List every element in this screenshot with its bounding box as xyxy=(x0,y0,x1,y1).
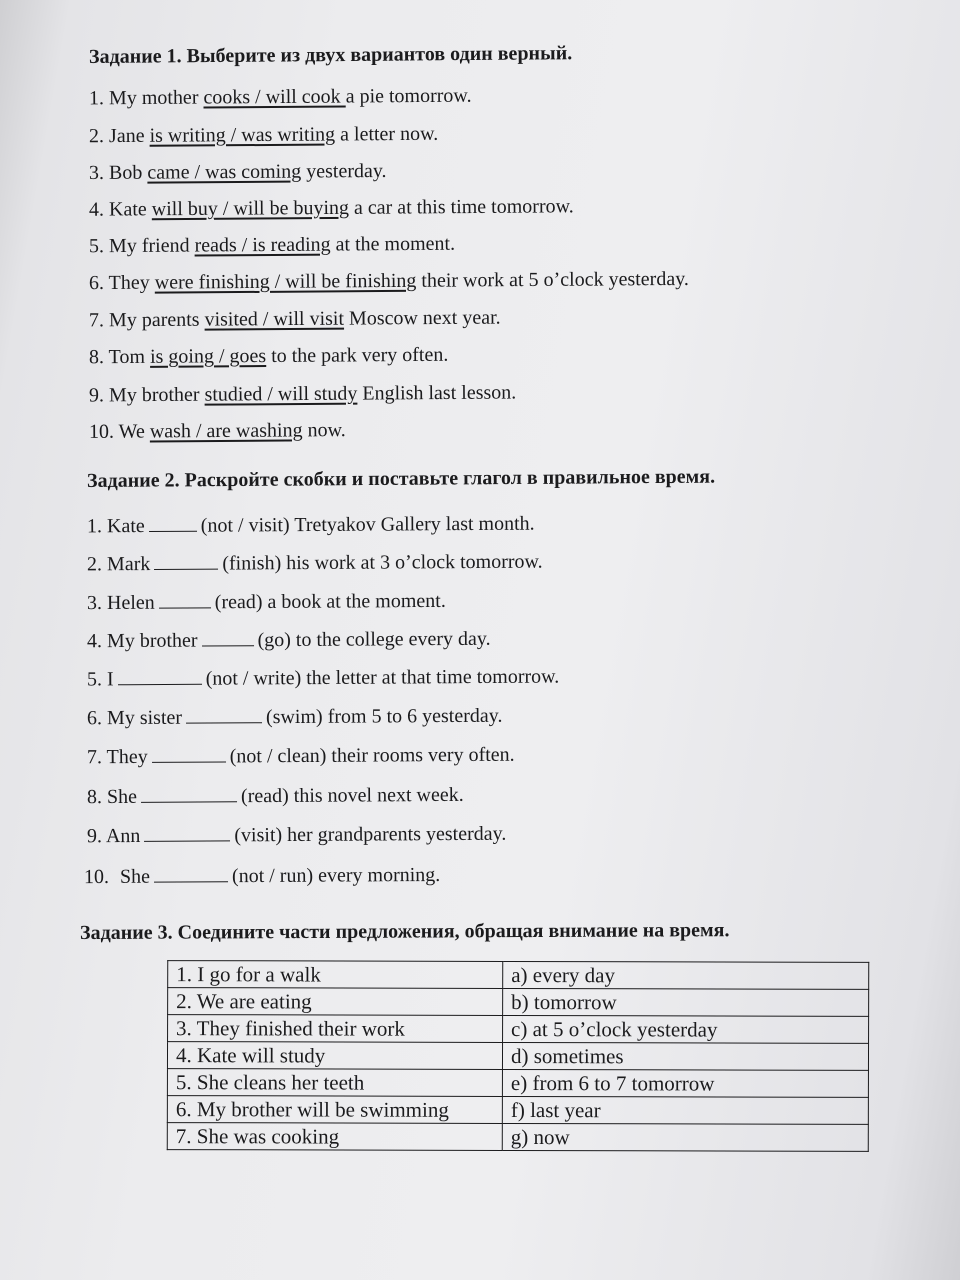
item-number: 1. xyxy=(88,87,105,110)
table-row xyxy=(167,1069,868,1098)
task2-item xyxy=(87,666,559,692)
item-text: Helen xyxy=(106,591,155,614)
item-number: 9. xyxy=(88,384,105,407)
item-number: 8. xyxy=(86,786,103,809)
answer-blank xyxy=(144,824,230,842)
task2-item xyxy=(87,513,535,539)
answer-blank xyxy=(201,629,253,646)
sentence-start-cell: 2. We are eating xyxy=(168,988,503,1016)
task2-item xyxy=(87,744,515,770)
item-text: Jane xyxy=(108,124,150,148)
item-number: 8. xyxy=(88,346,105,369)
item-number: 4. xyxy=(88,198,105,221)
item-text: English last lesson. xyxy=(357,381,517,405)
item-text: (not / clean) their rooms very often. xyxy=(229,743,515,768)
item-text: My brother xyxy=(108,383,205,407)
item-number: 7. xyxy=(88,309,105,332)
task2-heading: Задание 2. Раскройте скобки и поставьте глагол в правильное время. xyxy=(86,465,716,492)
table-row xyxy=(168,1015,869,1044)
sentence-end-cell: c) at 5 o’clock yesterday xyxy=(503,1015,869,1043)
task1-item xyxy=(89,344,448,370)
matching-table xyxy=(167,960,869,1152)
item-number: 3. xyxy=(86,592,103,615)
item-text: They xyxy=(106,745,148,769)
answer-blank xyxy=(152,745,226,762)
item-text: a pie tomorrow. xyxy=(345,84,472,108)
item-number: 5. xyxy=(88,235,105,258)
table-row xyxy=(168,988,869,1017)
item-text: We xyxy=(118,420,150,443)
answer-blank xyxy=(154,553,218,570)
item-text: Bob xyxy=(108,161,148,184)
sentence-end-cell: e) from 6 to 7 tomorrow xyxy=(502,1069,868,1097)
sentence-end-cell: d) sometimes xyxy=(502,1042,868,1070)
item-text: She xyxy=(119,865,151,888)
task2-item xyxy=(87,590,446,615)
item-number: 4. xyxy=(86,630,103,653)
item-text: Moscow next year. xyxy=(343,306,501,330)
item-text: (not / visit) Tretyakov Gallery last month. xyxy=(200,512,535,537)
answer-blank xyxy=(118,668,202,686)
task1-item xyxy=(89,382,516,408)
item-number: 2. xyxy=(88,125,105,148)
choice-options: came / was coming xyxy=(147,160,302,184)
item-text: (read) this novel next week. xyxy=(240,783,464,808)
item-number: 5. xyxy=(86,668,103,691)
answer-blank xyxy=(154,865,228,882)
choice-options: wash / are washing xyxy=(149,419,303,443)
answer-blank xyxy=(141,785,237,803)
choice-options: is writing / was writing xyxy=(149,123,336,147)
item-text: My mother xyxy=(108,86,204,110)
table-row xyxy=(167,1042,868,1071)
choice-options: cooks / will cook xyxy=(203,85,346,109)
item-text: Kate xyxy=(108,198,152,221)
task2-item xyxy=(87,551,543,577)
choice-options: is going / goes xyxy=(149,345,267,368)
task1-item xyxy=(89,160,387,185)
item-text: (finish) his work at 3 o’clock tomorrow. xyxy=(222,550,543,575)
item-text: My sister xyxy=(106,706,183,730)
task1-item xyxy=(89,307,501,333)
task2-item xyxy=(87,628,491,653)
item-text: I xyxy=(106,668,114,691)
sentence-end-cell: f) last year xyxy=(502,1096,868,1124)
item-text: now. xyxy=(302,419,346,442)
task2-item xyxy=(84,864,440,889)
item-text: She xyxy=(106,785,138,809)
task2-item xyxy=(87,705,503,731)
item-number: 6. xyxy=(88,271,105,295)
task1-item xyxy=(89,195,574,221)
task1-heading: Задание 1. Выберите из двух вариантов один верный. xyxy=(88,42,573,68)
task1-item xyxy=(89,85,472,111)
item-text: at the moment. xyxy=(330,232,456,256)
sentence-start-cell: 4. Kate will study xyxy=(167,1042,502,1070)
table-row xyxy=(168,961,869,990)
table-row xyxy=(167,1096,868,1125)
sentence-start-cell: 3. They finished their work xyxy=(168,1015,503,1043)
choice-options: reads / is reading xyxy=(194,233,331,257)
choice-options: studied / will study xyxy=(204,382,358,406)
answer-blank xyxy=(186,706,262,723)
task1-item xyxy=(89,123,438,148)
item-number: 1. xyxy=(86,515,103,538)
sentence-end-cell: a) every day xyxy=(503,961,869,989)
item-text: My friend xyxy=(108,234,195,258)
choice-options: will buy / will be buying xyxy=(151,196,350,221)
item-text: Kate xyxy=(106,515,145,538)
item-number: 2. xyxy=(86,553,103,576)
item-text: My brother xyxy=(106,629,198,653)
sentence-start-cell: 7. She was cooking xyxy=(167,1123,502,1151)
item-text: (go) to the college every day. xyxy=(257,627,491,652)
item-number: 7. xyxy=(86,746,103,769)
task3-heading: Задание 3. Соедините части предложения, обращая внимание на время. xyxy=(79,919,730,944)
item-text: yesterday. xyxy=(301,159,387,183)
item-text: Tom xyxy=(108,345,151,369)
item-number: 10. xyxy=(88,420,115,443)
answer-blank xyxy=(159,591,211,608)
choice-options: visited / will visit xyxy=(204,307,345,331)
sentence-start-cell: 6. My brother will be swimming xyxy=(167,1096,502,1124)
sentence-end-cell: b) tomorrow xyxy=(503,988,869,1016)
item-text: their work at 5 o’clock yesterday. xyxy=(416,267,689,292)
item-number: 3. xyxy=(88,161,105,185)
item-text: (not / run) every morning. xyxy=(231,863,441,888)
item-text: Ann xyxy=(105,824,141,848)
item-text: Mark xyxy=(106,553,151,576)
item-text: a letter now. xyxy=(335,122,439,146)
item-number: 9. xyxy=(86,825,103,848)
task1-item xyxy=(89,268,689,295)
item-text: They xyxy=(108,271,155,294)
choice-options: were finishing / will be finishing xyxy=(154,269,417,294)
sentence-end-cell: g) now xyxy=(502,1123,868,1151)
task2-item xyxy=(87,823,506,849)
item-text: to the park very often. xyxy=(266,343,449,368)
item-text: a car at this time tomorrow. xyxy=(348,195,574,219)
sentence-start-cell: 1. I go for a walk xyxy=(168,961,503,989)
task2-item xyxy=(87,784,464,809)
table-row xyxy=(167,1123,868,1152)
item-text: (read) a book at the moment. xyxy=(214,589,446,614)
item-text: (swim) from 5 to 6 yesterday. xyxy=(265,704,503,729)
answer-blank xyxy=(149,515,197,532)
item-number: 6. xyxy=(86,707,103,730)
sentence-start-cell: 5. She cleans her teeth xyxy=(167,1069,502,1097)
task1-item xyxy=(89,419,346,444)
item-text: (not / write) the letter at that time tomorrow. xyxy=(205,665,560,690)
task1-item xyxy=(89,233,455,259)
item-number: 10. xyxy=(83,865,110,889)
item-text: My parents xyxy=(108,308,205,332)
item-text: (visit) her grandparents yesterday. xyxy=(234,822,507,847)
